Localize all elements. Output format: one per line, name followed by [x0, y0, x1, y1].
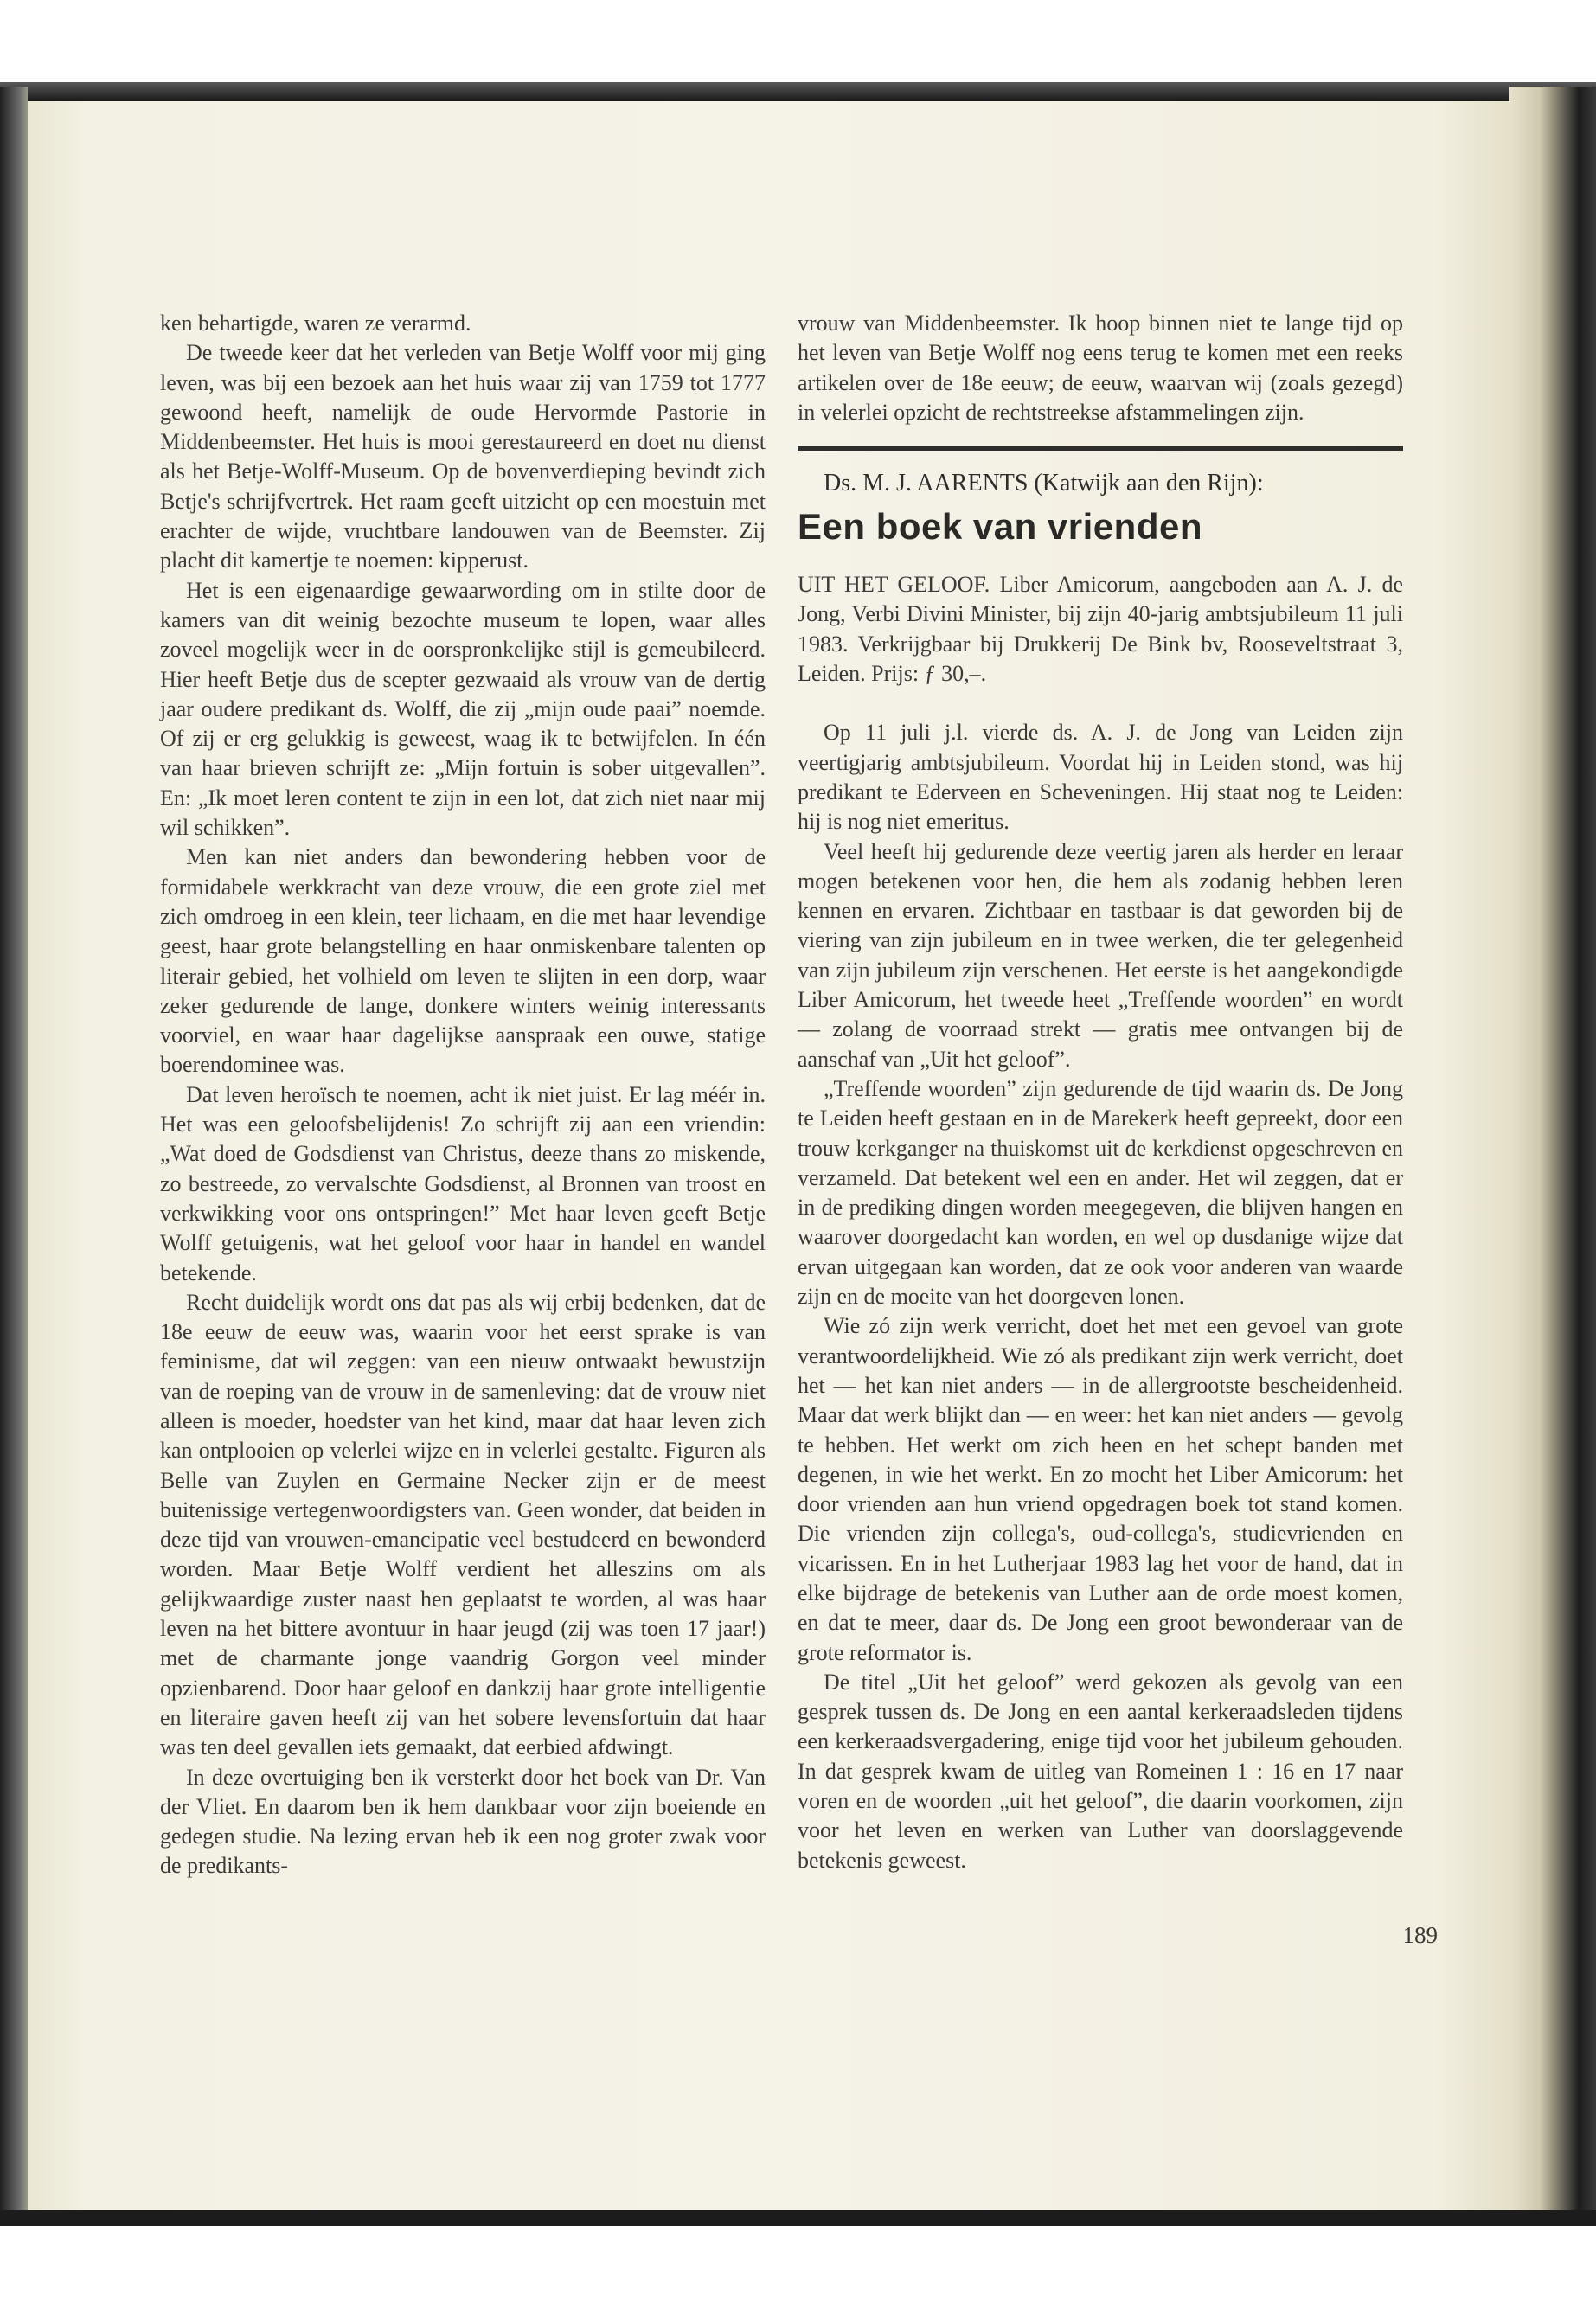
paragraph: „Treffende woorden” zijn gedurende de tijd waarin ds. De Jong te Leiden heeft gestaan en in de Marekerk heeft gepreekt, door een trouw kerkganger na thuiskomst uit de kerkdienst opgeschreven en verzameld. Dat betekent wel een en ander. Het wil zeggen, dat er in de prediking dingen worden meegegeven, die blijven hangen en waarover doorgedacht kan worden, en wel op dusdanige wijze dat ervan uitgegaan kan worden, dat ze ook voor anderen van waarde zijn en de moeite van het doorgeven lonen.	[798, 1075, 1403, 1310]
article-byline: Ds. M. J. AARENTS (Katwijk aan den Rijn):	[824, 470, 1264, 497]
paper-sheet	[28, 101, 1509, 2210]
book-info: UIT HET GELOOF. Liber Amicorum, aangeboden aan A. J. de Jong, Verbi Divini Minister, bij zijn 40-jarig ambtsjubileum 11 juli 1983. Verkrijgbaar bij Drukkerij De Bink bv, Rooseveltstraat 3, Leiden. Prijs: ƒ 30,–.	[798, 572, 1403, 687]
paragraph: Veel heeft hij gedurende deze veertig jaren als herder en leraar mogen betekenen voor hen, die hem als zodanig hebben leren kennen en ervaren. Zichtbaar en tastbaar is dat geworden bij de viering van zijn jubileum en in twee werken, die ter gelegenheid van zijn jubileum zijn verschenen. Het eerste is het aangekondigde Liber Amicorum, het tweede heet „Treffende woorden” en wordt — zolang de voorraad strekt — gratis mee ontvangen bij de aanschaf van „Uit het geloof”.	[798, 838, 1403, 1072]
paragraph: De tweede keer dat het verleden van Betje Wolff voor mij ging leven, was bij een bezoek aan het huis waar zij van 1759 tot 1777 gewoond heeft, namelijk de oude Hervormde Pastorie in Middenbeemster. Het huis is mooi gerestaureerd en doet nu dienst als het Betje-Wolff-Museum. Op de bovenverdieping bevindt zich Betje's schrijfvertrek. Het raam geeft uitzicht op een moestuin met erachter de wijde, vruchtbare landouwen van de Beemster. Zij placht dit kamertje te noemen: kipperust.	[160, 340, 766, 574]
paragraph: Recht duidelijk wordt ons dat pas als wij erbij bedenken, dat de 18e eeuw de eeuw was, waarin voor het eerst sprake is van feminisme, dat wil zeggen: van een nieuw ontwaakt bewustzijn van de roeping van de vrouw in de samenleving: dat de vrouw niet alleen is moeder, hoedster van het kind, maar dat haar leven zich kan ontplooien op velerlei wijze en in velerlei gestalte. Figuren als Belle van Zuylen en Germaine Necker zijn er de meest buitenissige vertegenwoordigsters van. Geen wonder, dat beiden in deze tijd van vrouwen-emancipatie veel bestudeerd en bewonderd worden. Maar Betje Wolff verdient het alleszins om als gelijkwaardige zuster naast hen geplaatst te worden, al was haar leven na het bittere avontuur in haar jeugd (zij was toen 17 jaar!) met de charmante jonge vaandrig Gorgon veel minder opzienbarend. Door haar geloof en dankzij haar grote intelligentie en literaire gaven heeft zij van het sobere levensfortuin dat haar was ten deel gevallen iets gemaakt, dat eerbied afdwingt.	[160, 1289, 766, 1760]
book-binding-left	[0, 87, 28, 2223]
article-headline: Een boek van vrienden	[798, 506, 1202, 548]
paragraph: Op 11 juli j.l. vierde ds. A. J. de Jong van Leiden zijn veertigjarig ambtsjubileum. Voordat hij in Leiden stond, was hij predikant te Ederveen en Scheveningen. Hij staat nog te Leiden: hij is nog niet emeritus.	[798, 720, 1403, 835]
paragraph: De titel „Uit het geloof” werd gekozen als gevolg van een gesprek tussen ds. De Jong en een aantal kerkeraadsleden tijdens een kerkeraadsvergadering, enige tijd voor het jubileum gehouden. In dat gesprek kwam de uitleg van Romeinen 1 : 16 en 17 naar voren en de woorden „uit het geloof”, die daarin voorkomen, zijn voor het leven en werken van Luther van doorslaggevende betekenis geweest.	[798, 1669, 1403, 1873]
paragraph: Het is een eigenaardige gewaarwording om in stilte door de kamers van dit weinig bezochte museum te lopen, waar alles zoveel mogelijk weer in de oorspronkelijke stijl is gemeubileerd. Hier heeft Betje dus de scepter gezwaaid als vrouw van de dertig jaar oudere predikant ds. Wolff, die zij „mijn oude paai” noemde. Of zij er erg gelukkig is geweest, waag ik te betwijfelen. In één van haar brieven schrijft ze: „Mijn fortuin is sober uitgevallen”. En: „Ik moet leren content te zijn in een lot, dat zich niet naar mij wil schikken”.	[160, 577, 766, 841]
paragraph: vrouw van Middenbeemster. Ik hoop binnen niet te lange tijd op het leven van Betje Wolff nog eens terug te komen met een reeks artikelen over de 18e eeuw; de eeuw, waarvan wij (zoals gezegd) in velerlei opzicht de rechtstreekse afstammelingen zijn.	[798, 311, 1403, 425]
spacer	[798, 689, 1403, 718]
left-column	[160, 309, 766, 1881]
book-binding-top	[0, 82, 1596, 101]
book-page-edges-right	[1509, 87, 1596, 2223]
section-divider	[798, 446, 1403, 451]
paragraph: Men kan niet anders dan bewondering hebben voor de formidabele werkkracht van deze vrouw, die een grote ziel met zich omdroeg in een klein, teer lichaam, en die met haar levendige geest, haar grote belangstelling en haar onmiskenbare talenten op literair gebied, het volhield om leven te slijten in een dorp, waar zeker gedurende de lange, donkere winters weinig interessants voorviel, en waar haar dagelijkse aanspraak een ouwe, statige boerendominee was.	[160, 844, 766, 1078]
book-binding-bottom	[0, 2210, 1596, 2226]
right-column	[798, 309, 1403, 1875]
paragraph: Dat leven heroïsch te noemen, acht ik niet juist. Er lag méér in. Het was een geloofsbelijdenis! Zo schrijft zij aan een vriendin: „Wat doed de Godsdienst van Christus, deeze thans zo miskende, zo bestreede, zo vervalschte Godsdienst, al Bronnen van troost en verkwikking voor ons ontspringen!” Met haar leven geeft Betje Wolff getuigenis, wat het geloof voor haar in handel en wandel betekende.	[160, 1081, 766, 1285]
paragraph: Wie zó zijn werk verricht, doet het met een gevoel van grote verantwoordelijkheid. Wie zó als predikant zijn werk verricht, doet het — het kan niet anders — in de allergrootste bescheidenheid. Maar dat werk blijkt dan — en weer: het kan niet anders — gevolg te hebben. Het werkt om zich heen en het schept banden met degenen, in wie het werkt. En zo mocht het Liber Amicorum: het door vrienden aan hun vriend opgedragen boek tot stand komen. Die vrienden zijn collega's, oud-collega's, studievrienden en vicarissen. En in het Lutherjaar 1983 lag het voor de hand, dat in elke bijdrage de betekenis van Luther aan de orde moest komen, en dat te meer, daar ds. De Jong een groot bewonderaar van de grote reformator is.	[798, 1313, 1403, 1665]
page-number: 189	[1402, 1922, 1438, 1948]
paragraph: In deze overtuiging ben ik versterkt door het boek van Dr. Van der Vliet. En daarom ben ik hem dankbaar voor zijn boeiende en gedegen studie. Na lezing ervan heb ik een nog groter zwak voor de predikants-	[160, 1764, 766, 1879]
paragraph: ken behartigde, waren ze verarmd.	[160, 311, 471, 336]
